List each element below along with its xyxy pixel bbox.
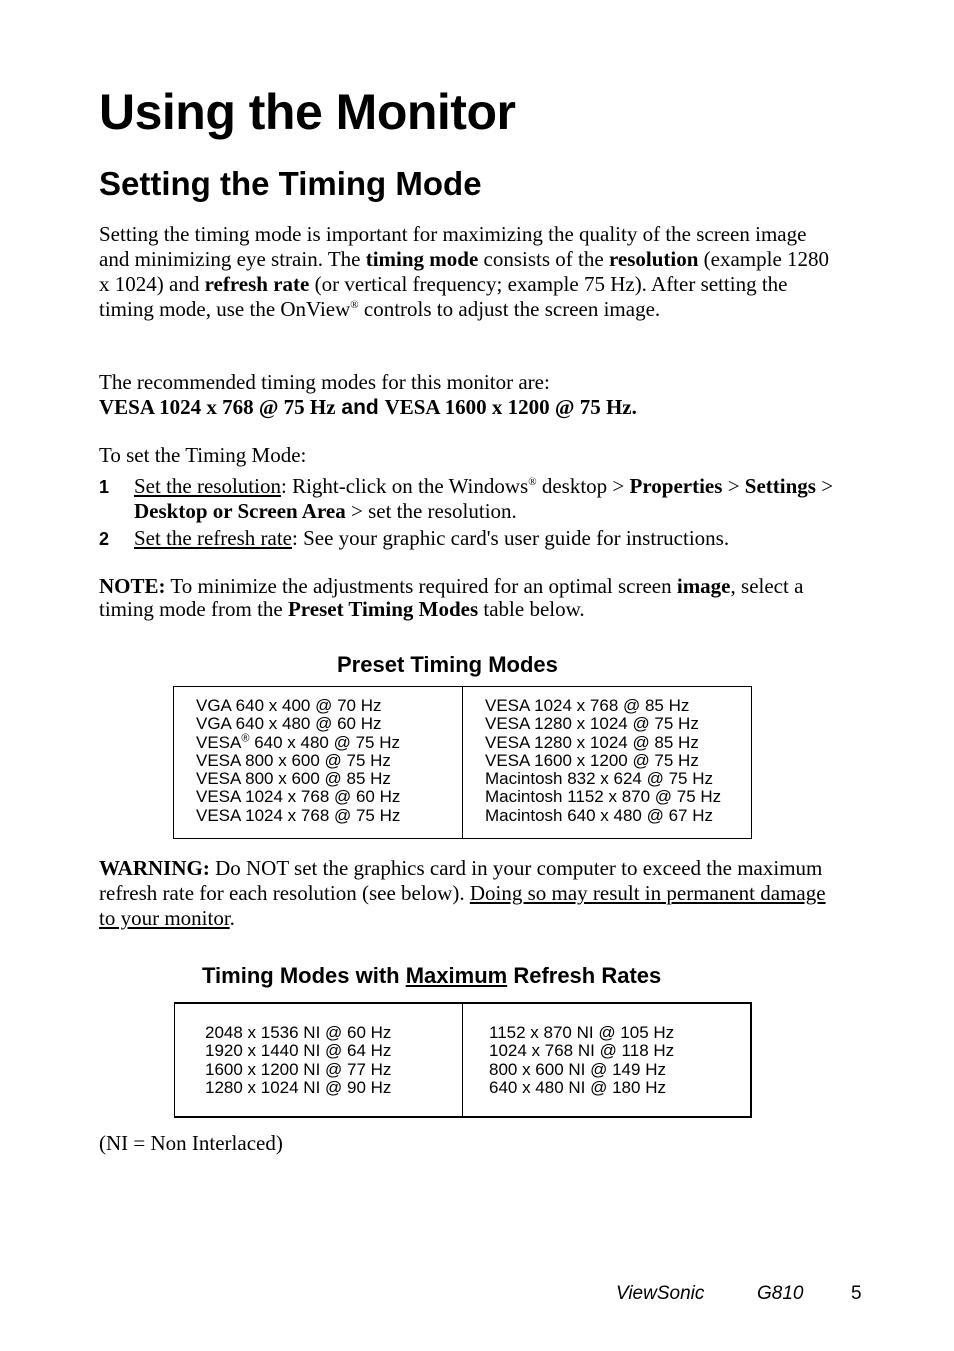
table-row: 1152 x 870 NI @ 105 Hz xyxy=(489,1023,675,1042)
intro-text: controls to adjust the screen image. xyxy=(358,297,661,321)
step-number: 2 xyxy=(99,529,110,549)
step-text-part: > set the resolution. xyxy=(345,499,517,523)
table-row: VESA 800 x 600 @ 75 Hz xyxy=(196,750,391,770)
step-text-part: > xyxy=(815,474,834,498)
table-row-text: VESA xyxy=(196,732,242,752)
preset-timing-table xyxy=(173,686,752,839)
table-row: 640 x 480 NI @ 180 Hz xyxy=(489,1077,666,1097)
footer-model: G810 xyxy=(757,1283,804,1304)
recommended-mode-2: VESA 1600 x 1200 @ 75 Hz. xyxy=(384,395,637,419)
registered-mark: ® xyxy=(528,476,537,488)
table-row: VESA 1280 x 1024 @ 75 Hz xyxy=(485,714,699,734)
table-row: VESA 1600 x 1200 @ 75 Hz xyxy=(485,750,699,770)
table-row: 800 x 600 NI @ 149 Hz xyxy=(489,1059,666,1079)
intro-paragraph xyxy=(99,222,839,322)
warning-underlined-text: Doing so may result in permanent damage to your monitor xyxy=(99,881,826,930)
step-text xyxy=(134,474,834,524)
table-row: 1600 x 1200 NI @ 77 Hz xyxy=(205,1059,392,1079)
footer-brand: ViewSonic xyxy=(616,1283,705,1304)
warning-label: WARNING: xyxy=(99,856,210,880)
table-column-left xyxy=(196,697,400,825)
note-label: NOTE: xyxy=(99,574,166,598)
step-bold-desktop: Desktop or Screen Area xyxy=(134,499,346,523)
table-column-left xyxy=(205,1024,391,1097)
step-text-part: desktop > xyxy=(536,474,630,498)
registered-mark: ® xyxy=(350,299,359,311)
caption-text: Timing Modes with xyxy=(202,963,406,988)
step-text xyxy=(134,526,834,551)
caption-text: Refresh Rates xyxy=(507,963,662,988)
warning-paragraph xyxy=(99,856,839,931)
step-bold-settings: Settings xyxy=(744,474,816,498)
note-bold-table-name: Preset Timing Modes xyxy=(287,597,479,621)
step-bold-properties: Properties xyxy=(629,474,723,498)
intro-text: (or vertical frequency; example 75 Hz). After setting the timing mode, use the OnView xyxy=(99,272,788,321)
table-row: VGA 640 x 480 @ 60 Hz xyxy=(196,714,382,734)
warning-text: Do NOT set the graphics card in your computer to exceed the maximum refresh rate for each resolution (see below). xyxy=(99,856,823,905)
intro-bold-refresh-rate: refresh rate xyxy=(204,272,310,296)
note-text: , select a timing mode from the xyxy=(99,574,804,621)
step-text-part: : Right-click on the Windows xyxy=(280,474,529,498)
table-divider xyxy=(462,1004,463,1116)
intro-text: (example 1280 x 1024) and xyxy=(99,247,830,296)
table-row: VESA 1024 x 768 @ 85 Hz xyxy=(485,696,690,715)
recommended-paragraph xyxy=(99,370,839,420)
table-row: Macintosh 832 x 624 @ 75 Hz xyxy=(485,769,713,789)
step-text-part: > xyxy=(722,474,745,498)
registered-mark: ® xyxy=(241,731,250,744)
note-paragraph xyxy=(99,575,839,621)
table-row: 2048 x 1536 NI @ 60 Hz xyxy=(205,1023,392,1042)
recommended-mode-1: VESA 1024 x 768 @ 75 Hz xyxy=(99,395,336,419)
table-row: 1024 x 768 NI @ 118 Hz xyxy=(489,1041,675,1061)
table-row: VESA 800 x 600 @ 85 Hz xyxy=(196,769,391,789)
preset-table-caption: Preset Timing Modes xyxy=(337,652,558,677)
step-heading-underlined: Set the resolution xyxy=(134,474,281,498)
recommended-intro: The recommended timing modes for this monitor are: xyxy=(99,370,550,394)
table-row: VESA 1024 x 768 @ 60 Hz xyxy=(196,787,401,807)
intro-bold-timing-mode: timing mode xyxy=(365,247,479,271)
table-row xyxy=(196,731,400,752)
table-column-right xyxy=(485,697,721,825)
page-title: Using the Monitor xyxy=(99,84,516,140)
table-divider xyxy=(462,687,463,838)
table-row: VESA 1280 x 1024 @ 85 Hz xyxy=(485,732,699,752)
max-refresh-table xyxy=(174,1002,752,1118)
table-row: VGA 640 x 400 @ 70 Hz xyxy=(196,696,382,715)
intro-text: Setting the timing mode is important for maximizing the quality of the screen image and minimizing eye strain. The xyxy=(99,222,807,271)
recommended-and: and xyxy=(335,396,385,419)
step-heading-underlined: Set the refresh rate xyxy=(134,526,293,550)
table-row: Macintosh 640 x 480 @ 67 Hz xyxy=(485,805,713,825)
page-number: 5 xyxy=(851,1283,862,1304)
note-text: table below. xyxy=(478,597,585,621)
table-row: Macintosh 1152 x 870 @ 75 Hz xyxy=(485,787,722,807)
step-number: 1 xyxy=(99,477,110,497)
caption-underlined-word: Maximum xyxy=(405,963,508,988)
step-text-part: : See your graphic card's user guide for instructions. xyxy=(292,526,730,550)
max-table-caption xyxy=(202,963,661,989)
intro-bold-resolution: resolution xyxy=(608,247,699,271)
table-row: 1280 x 1024 NI @ 90 Hz xyxy=(205,1077,392,1097)
ni-footnote: (NI = Non Interlaced) xyxy=(99,1131,283,1155)
table-row: VESA 1024 x 768 @ 75 Hz xyxy=(196,805,401,825)
section-heading: Setting the Timing Mode xyxy=(99,165,482,202)
to-set-label: To set the Timing Mode: xyxy=(99,443,307,467)
table-column-right xyxy=(489,1024,674,1097)
intro-text: consists of the xyxy=(478,247,609,271)
note-text: To minimize the adjustments required for an optimal screen xyxy=(165,574,677,598)
table-row-text: 640 x 480 @ 75 Hz xyxy=(249,732,400,752)
warning-text: . xyxy=(229,906,235,930)
table-row: 1920 x 1440 NI @ 64 Hz xyxy=(205,1041,392,1061)
note-bold-image: image xyxy=(676,574,731,598)
